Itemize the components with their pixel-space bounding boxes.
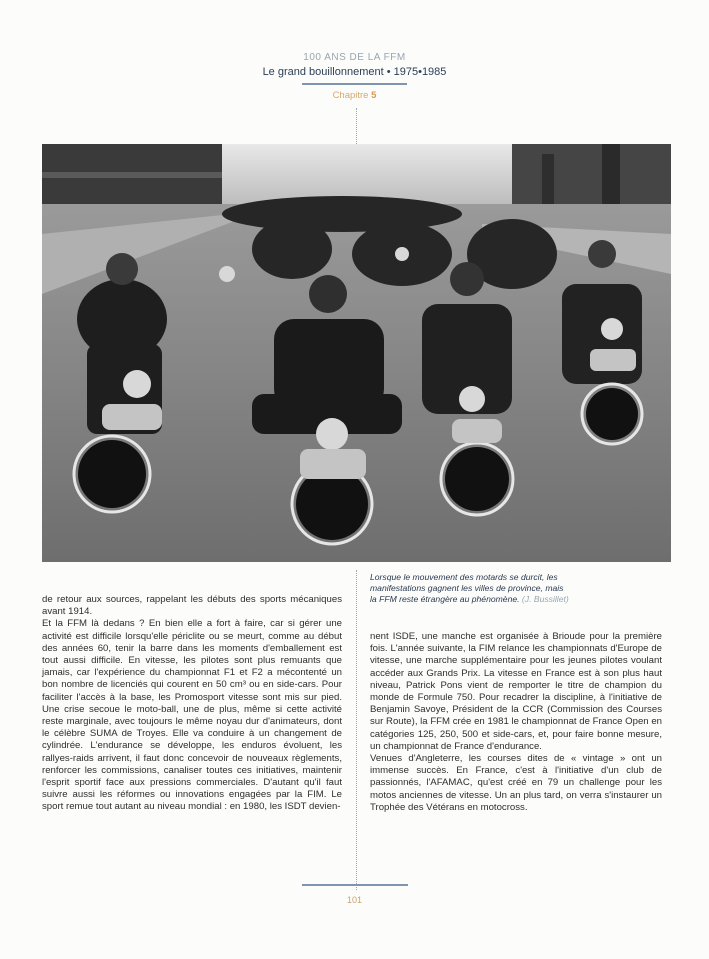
photo-credit: (J. Bussillet) [521, 594, 569, 604]
paragraph: nent ISDE, une manche est organisée à Brioude pour la première fois. L'année suivante, la FIM relance les championnats d'Europe de vitesse, une marche supplémentaire pour les jeunes pilotes voulant accéder aux Grands Prix. La vitesse en France est à son plus haut niveau, Patrick Pons vient de remporter le titre de champion du monde de Formule 750. Pour recadrer la discipline, à l'initiative de Benjamin Savoye, Président de la CCR (Commission des Courses sur Route), la FFM crée en 1981 le championnat de France Open en catégories 125, 250, 500 et side-cars, et, pour faire bonne mesure, un championnat de France d'endurance. [370, 631, 662, 752]
chapter-label [0, 90, 709, 101]
paragraph: Et la FFM là dedans ? En bien elle a fort à faire, car si gérer une activité est difficile lorsqu'elle périclite ou se meurt, comme au début des années 60, tenir la barre dans les moments d'emballement est tout aussi difficile. En vitesse, les pilotes sont plus remuants que jamais, car l'expérience du championnat F1 et F2 a mécontenté un bon nombre de licenciés qui courent en 50 cm³ ou en side-cars. Pour faciliter l'accès à la base, les Promosport vitesse sont mis sur pied. Une crise secoue le moto-ball, une de plus, même si cette activité reste marginale, avec toujours le même noyau dur d'animateurs, dont le célèbre SUMA de Troyes. Elle va conduire à un changement de cylindrée. L'endurance se développe, les enduros évoluent, les rallyes-raids arrivent, il faut donc concevoir de nouveaux règlements, renforcer les commissions, canaliser toutes ces initiatives, maintenir l'esprit sportif face aux pressions commerciales. D'autant qu'il faut suivre aussi les réformes ou innovations engagées par la FIM. Le sport remue tout autant au niveau mondial : en 1980, les ISDT devien- [42, 618, 342, 813]
body-column-left [42, 594, 342, 814]
photo-illustration [42, 144, 671, 562]
caption-text: Lorsque le mouvement des motards se durcit, les manifestations gagnent les villes de province, mais la FFM reste étrangère au phénomène. [370, 572, 564, 604]
header-rule [302, 83, 407, 85]
running-header [0, 52, 709, 101]
section-subtitle: Le grand bouillonnement • 1975•1985 [262, 66, 447, 78]
paragraph: Venues d'Angleterre, les courses dites de « vintage » ont un immense succès. En France, c'est à l'initiative d'un club de passionnés, l'AFAMAC, qu'est créé en 79 un challenge pour les motos anciennes de vitesse. Un an plus tard, on verra s'instaurer un Trophée des Vétérans en motocross. [370, 753, 662, 813]
book-series-title: 100 ANS DE LA FFM [303, 52, 406, 63]
dotted-divider-top [356, 108, 357, 144]
page-number: 101 [346, 895, 363, 905]
footer-rule [302, 884, 408, 886]
photo-caption [370, 572, 570, 605]
body-column-right [370, 631, 662, 814]
motorcycle-photo [42, 144, 671, 562]
paragraph: de retour aux sources, rappelant les débuts des sports mécaniques avant 1914. [42, 594, 342, 618]
chapter-number: 5 [371, 90, 377, 101]
chapter-word: Chapitre [332, 90, 369, 101]
dotted-column-divider [356, 570, 357, 890]
